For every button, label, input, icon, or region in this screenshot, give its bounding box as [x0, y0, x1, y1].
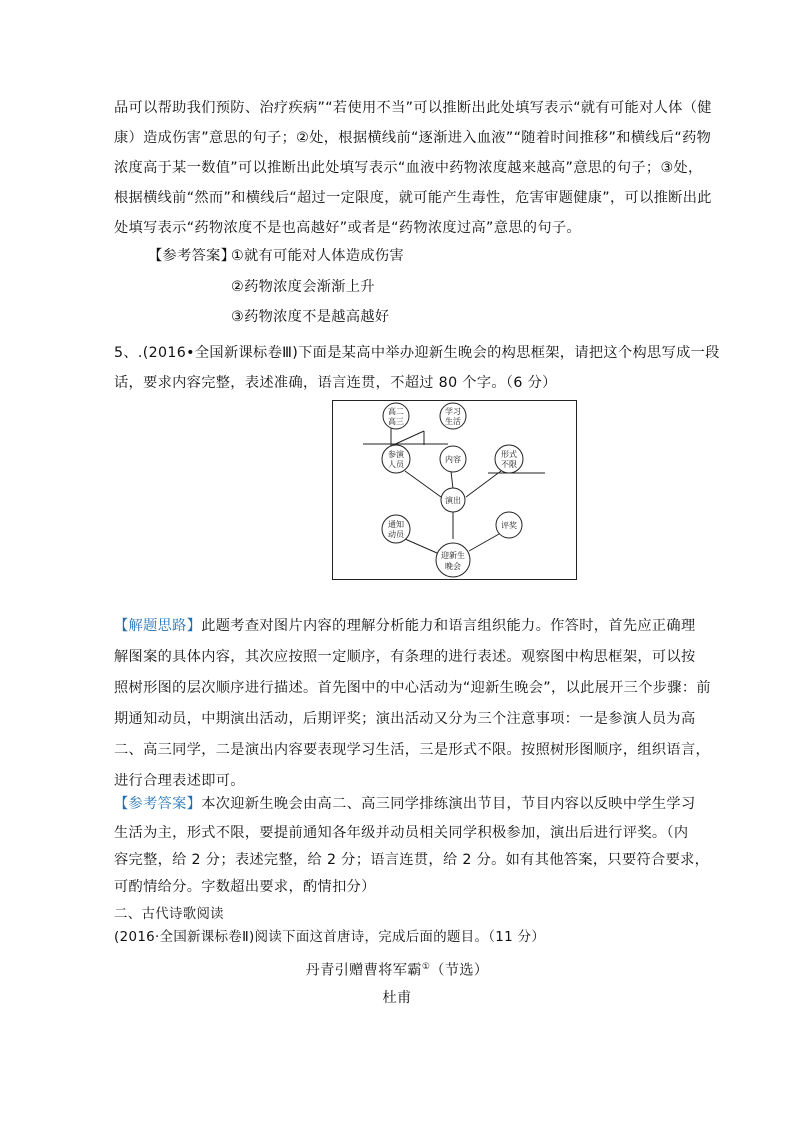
- answer-line: 生活为主，形式不限，要提前通知各年级并动员相关同学积极参加，演出后进行评奖。（内: [114, 825, 689, 841]
- node-canyan: [382, 445, 410, 473]
- answer-item: ①就有可能对人体造成伤害: [231, 248, 404, 264]
- answer-line: 容完整，给 2 分；表述完整，给 2 分；语言连贯，给 2 分。如有其他答案，只要符合要求，: [114, 852, 710, 868]
- analysis-label: 【解题思路】: [114, 618, 202, 634]
- section-heading: 二、古代诗歌阅读: [114, 907, 224, 922]
- answer-line: 可酌情给分。字数超出要求，酌情扣分）: [114, 879, 376, 895]
- node-label: 人员: [388, 460, 404, 469]
- node-label: 演出: [445, 496, 461, 505]
- node-label: 不限: [501, 460, 517, 469]
- answer-item: ②药物浓度会渐渐上升: [231, 279, 375, 295]
- question-text: 5、.(2016•全国新课标卷Ⅲ)下面是某高中举办迎新生晚会的构思框架，请把这个构思写成一段: [114, 345, 720, 361]
- node-label: 形式: [501, 450, 517, 459]
- node-xingshi: [495, 445, 523, 473]
- analysis-line: 二、高三同学，二是演出内容要表现学习生活，三是形式不限。按照树形图顺序，组织语言，: [114, 742, 711, 758]
- connector: [405, 471, 441, 497]
- node-label: 晚会: [445, 562, 461, 571]
- node-xuexi: [440, 403, 466, 429]
- paragraph-line: 浓度高于某一数值”可以推断出此处填写表示“血液中药物浓度越来越高”意思的句子；③处，: [114, 160, 703, 176]
- analysis-line: [114, 616, 696, 636]
- node-label: 内容: [445, 455, 461, 464]
- analysis-line: 照树形图的层次顺序进行描述。首先图中的中心活动为“迎新生晚会”，以此展开三个步骤：前: [114, 680, 711, 696]
- node-neirong: [440, 446, 466, 472]
- node-label: 通知: [388, 520, 404, 529]
- analysis-line: 期通知动员，中期演出活动，后期评奖；演出活动又分为三个注意事项：一是参演人员为高: [114, 711, 696, 727]
- node-label: 高二: [388, 407, 404, 416]
- answer-label: 【参考答案】: [114, 796, 202, 812]
- paragraph-line: 根据横线前“然而”和横线后“超过一定限度，就可能产生毒性，危害审题健康”，可以推断出此: [114, 190, 712, 206]
- analysis-text: 此题考查对图片内容的理解分析能力和语言组织能力。作答时，首先应正确理: [201, 618, 696, 634]
- answer-text: 本次迎新生晚会由高二、高三同学排练演出节目，节目内容以反映中学生学习: [201, 796, 696, 812]
- question-line: 话，要求内容完整，表述准确，语言连贯，不超过 80 个字。（6 分）: [114, 375, 557, 391]
- poem-title-text: 丹青引赠曹将军霸: [305, 962, 422, 979]
- connector: [469, 534, 499, 551]
- answer-item: ③药物浓度不是越高越好: [231, 309, 390, 325]
- analysis-line: 解图案的具体内容，其次应按照一定顺序，有条理的进行表述。观察图中构思框架，可以按: [114, 649, 696, 665]
- poem-intro: (2016·全国新课标卷Ⅱ)阅读下面这首唐诗，完成后面的题目。（11 分）: [114, 930, 546, 945]
- node-gaoer: [383, 403, 409, 429]
- paragraph-line: 品可以帮助我们预防、治疗疾病”“若使用不当”可以推断出此处填写表示“就有可能对人体（健: [114, 100, 712, 116]
- diagram-svg: [333, 401, 578, 581]
- poem-excerpt: （节选）: [430, 962, 489, 979]
- node-pingjiang: [496, 512, 522, 538]
- poem-title: [0, 957, 794, 981]
- node-label: 学习: [445, 407, 461, 416]
- node-label: 高三: [388, 417, 404, 426]
- analysis-line: 进行合理表述即可。: [114, 773, 245, 789]
- node-label: 迎新生: [441, 551, 465, 560]
- paragraph-line: 处填写表示“药物浓度不是也高越好”或者是“药物浓度过高”意思的句子。: [114, 220, 581, 236]
- node-tongzhi: [382, 515, 410, 543]
- concept-diagram: [332, 400, 577, 580]
- node-label: 评奖: [501, 521, 517, 530]
- node-label: 动员: [388, 530, 404, 539]
- answer-line: [114, 794, 696, 814]
- node-label: 生活: [445, 417, 461, 426]
- answer-label: 【参考答案】: [148, 248, 236, 264]
- paragraph-line: 康）造成伤害”意思的句子；②处，根据横线前“逐渐进入血液”“随着时间推移”和横线后“药物: [114, 130, 712, 146]
- node-yanchu: [441, 488, 465, 512]
- node-label: 参演: [388, 450, 404, 459]
- connector: [451, 471, 453, 489]
- node-wanhui: [436, 543, 470, 577]
- poem-note: ①: [421, 962, 431, 972]
- poem-author: 杜甫: [382, 990, 412, 1006]
- connector: [405, 539, 437, 553]
- connector: [466, 471, 501, 497]
- question-line: [114, 343, 720, 363]
